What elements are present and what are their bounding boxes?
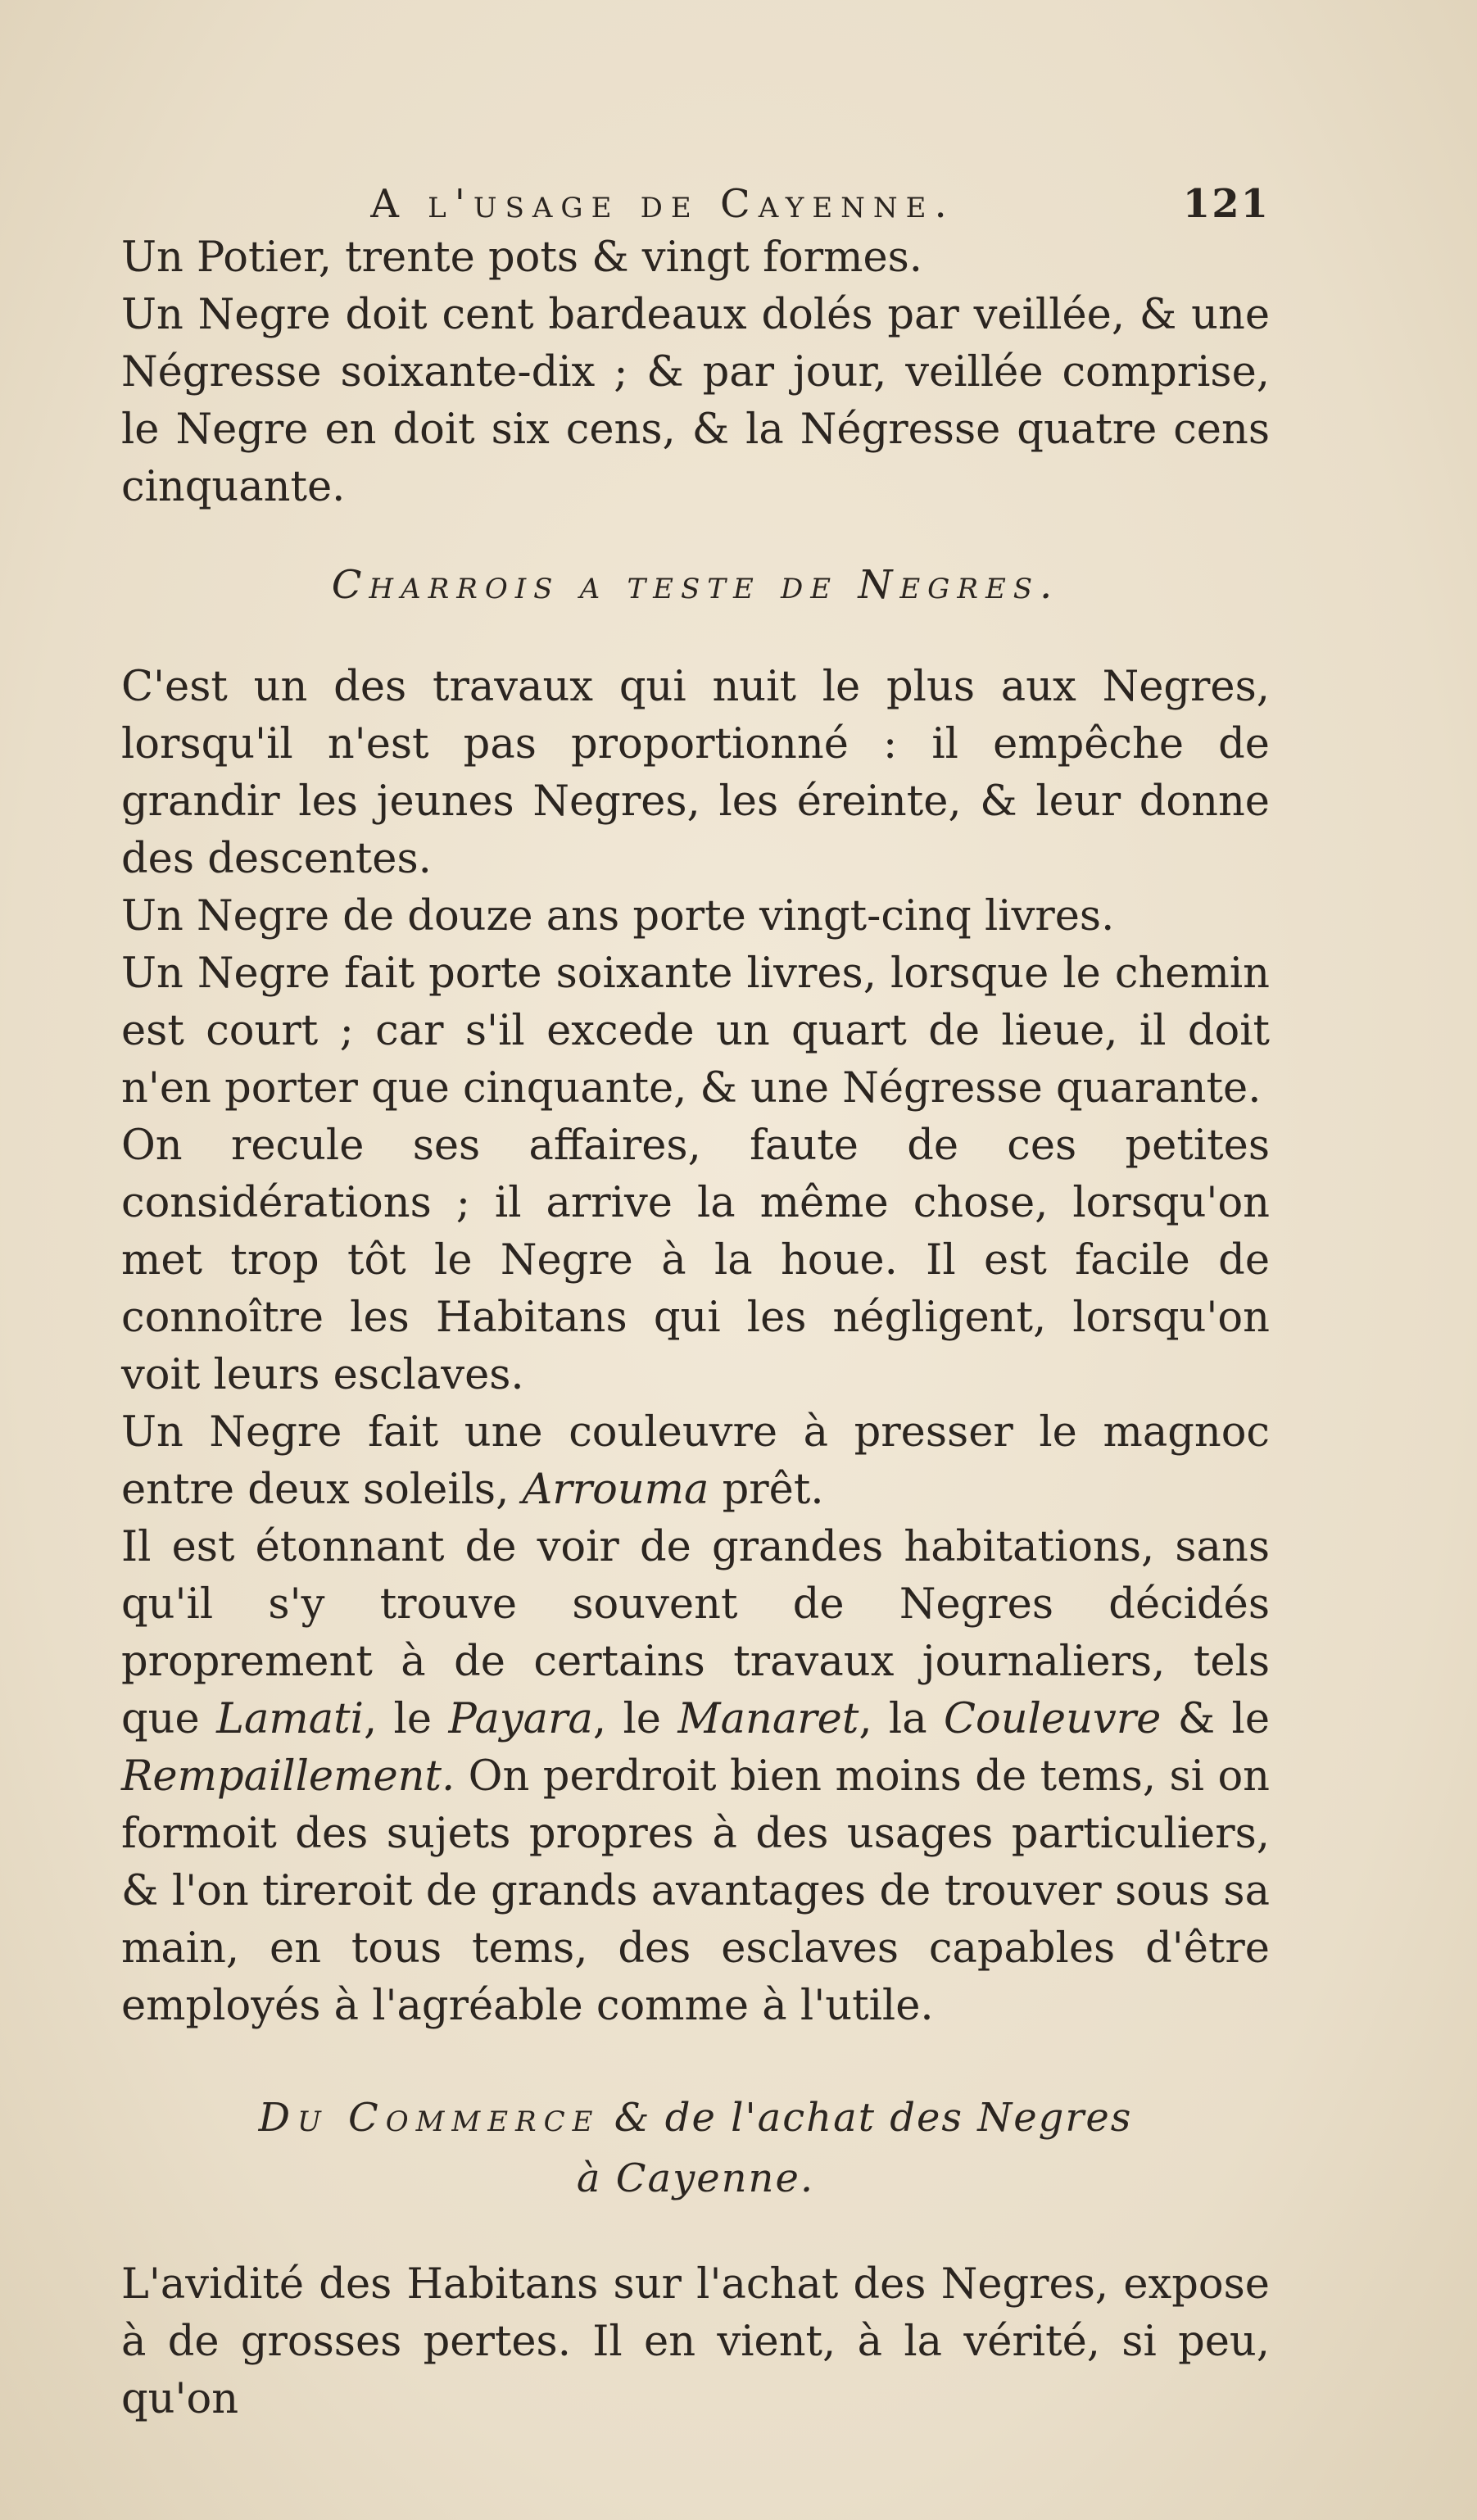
paragraph-couleuvre	[121, 1404, 1270, 1519]
section-heading-charrois: Charrois a teste de Negres.	[331, 562, 1060, 608]
paragraph-potier: Un Potier, trente pots & vingt formes.	[121, 233, 923, 282]
text-run: Il est étonnant de voir de grandes habitations, sans qu'il s'y trouve souvent de Negres décidés proprement à de certains travaux journaliers, tels que	[121, 1523, 1270, 1743]
paragraph-considerations: On recule ses affaires, faute de ces petites considérations ; il arrive la même chose, lorsqu'on met trop tôt le Negre à la houe. Il est facile de connoître les Habitans qui les négligent, lorsqu'on voit leurs esclaves.	[121, 1122, 1270, 1399]
text-run: , la	[859, 1695, 945, 1743]
paragraph-avidite: L'avidité des Habitans sur l'achat des Negres, expose à de grosses pertes. Il en vient, à la vérité, si peu, qu'on	[121, 2260, 1270, 2423]
paragraph-soixante-livres: Un Negre fait porte soixante livres, lorsque le chemin est court ; car s'il excede un quart de lieue, il doit n'en porter que cinquante, & une Négresse quarante.	[121, 950, 1270, 1113]
text-run: , le	[592, 1695, 678, 1743]
paragraph-douze-ans: Un Negre de douze ans porte vingt-cinq livres.	[121, 892, 1115, 940]
italic-term-manaret: Manaret	[677, 1695, 859, 1743]
text-run: , le	[363, 1695, 449, 1743]
book-page	[121, 179, 1270, 2428]
heading-rest: & de l'achat des Negres	[600, 2095, 1133, 2141]
text-run: On perdroit bien moins de tems, si on formoit des sujets propres à des usages particuliers, & l'on tireroit de grands avantages de trouver sous sa main, en tous tems, des esclaves capables d'être employés à l'agréable comme à l'utile.	[121, 1752, 1270, 2030]
italic-term-payara: Payara	[448, 1695, 593, 1743]
text-run: Un Negre fait une couleuvre à presser le magnoc entre deux soleils,	[121, 1408, 1270, 1514]
text-run: prêt.	[709, 1466, 824, 1514]
italic-term-lamati: Lamati	[216, 1695, 364, 1743]
heading-caps: Du Commerce	[258, 2095, 600, 2141]
paragraph-charrois-intro: C'est un des travaux qui nuit le plus aux Negres, lorsqu'il n'est pas proportionné : il empêche de grandir les jeunes Negres, les éreinte, & leur donne des descentes.	[121, 663, 1270, 883]
running-head	[121, 179, 1270, 229]
paragraph-bardeaux: Un Negre doit cent bardeaux dolés par veillée, & une Négresse soixante-dix ; & par jour, veillée comprise, le Negre en doit six cens, & la Négresse quatre cens cinquante.	[121, 291, 1270, 511]
italic-term-couleuvre: Couleuvre	[944, 1695, 1162, 1743]
italic-term-rempaillement: Rempaillement.	[121, 1752, 455, 1801]
paragraph-habitations	[121, 1519, 1270, 2035]
heading-line-2: à Cayenne.	[576, 2155, 815, 2201]
italic-term-arrouma: Arrouma	[522, 1466, 709, 1514]
text-run: & le	[1161, 1695, 1271, 1743]
running-head-title: A l'usage de Cayenne.	[370, 181, 955, 227]
section-heading-commerce	[121, 2087, 1270, 2209]
page-number: 121	[1182, 181, 1270, 227]
